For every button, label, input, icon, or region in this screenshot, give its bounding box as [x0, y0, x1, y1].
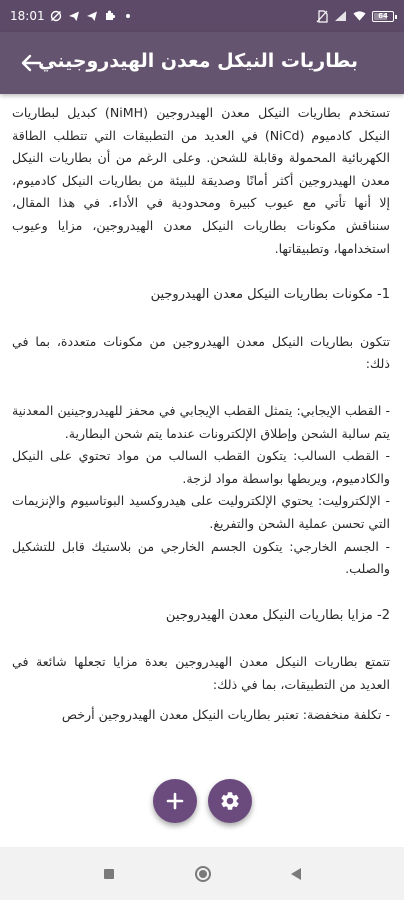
- data-saver-icon: [50, 10, 63, 23]
- triangle-back-icon: [290, 867, 302, 881]
- page-title: بطاريات النيكل معدن الهيدروجيني: [38, 50, 358, 72]
- home-button[interactable]: [193, 864, 213, 884]
- list-item-electrolyte: - الإلكتروليت: يحتوي الإلكتروليت على هيدروكسيد البوتاسيوم والإنزيمات التي تحسن عملية الشحن والتفريغ.: [12, 493, 390, 531]
- system-nav-bar: [0, 847, 404, 900]
- puzzle-icon: [104, 10, 117, 23]
- app-bar: [0, 32, 404, 94]
- battery-level: 64: [378, 12, 388, 20]
- add-button[interactable]: [153, 779, 197, 823]
- article-content[interactable]: [0, 94, 404, 847]
- settings-button[interactable]: [208, 779, 252, 823]
- telegram-icon: [68, 10, 81, 23]
- article-intro: تستخدم بطاريات النيكل معدن الهيدروجين (NiMH) كبديل لبطاريات النيكل كادميوم (NiCd) في العديد من التطبيقات التي تتطلب الطاقة الكهربائية المحمولة وقابلة للشحن. وعلى الرغم من أن بطاريات النيكل معدن الهيدروجين أكثر أمانًا وصديقة للبيئة من بطاريات النيكل كادميوم، إلا أنها تأتي مع عيوب كبيرة ومحدودية في الأداء. في هذا المقال، سنناقش مكونات بطاريات النيكل معدن الهيدروجين، مزايا وعيوب استخدامها، وتطبيقاتها.: [12, 105, 390, 256]
- status-left: [10, 9, 135, 23]
- list-item-outer-body: - الجسم الخارجي: يتكون الجسم الخارجي من بلاستيك قابل للتشكيل والصلب.: [12, 538, 390, 577]
- list-item-low-cost: - تكلفة منخفضة: تعتبر بطاريات النيكل معدن الهيدروجين أرخص: [61, 707, 390, 723]
- section-intro-advantages: تتمتع بطاريات النيكل معدن الهيدروجين بعدة مزايا تجعلها شائعة في العديد من التطبيقات، بما في ذلك:: [12, 654, 390, 692]
- wifi-icon: [353, 10, 366, 23]
- recent-apps-button[interactable]: [99, 864, 119, 884]
- signal-icon: [334, 10, 347, 23]
- status-bar: [0, 0, 404, 32]
- status-right: [315, 10, 394, 23]
- telegram-icon-2: [86, 10, 99, 23]
- plus-icon: [165, 791, 185, 811]
- circle-icon: [194, 865, 212, 883]
- section-heading-advantages: 2- مزايا بطاريات النيكل معدن الهيدروجين: [165, 607, 390, 623]
- system-back-button[interactable]: [286, 864, 306, 884]
- no-sim-icon: [315, 10, 328, 23]
- section-heading-components: 1- مكونات بطاريات النيكل معدن الهيدروجين: [150, 287, 390, 303]
- status-time: 18:01: [10, 9, 45, 23]
- list-item-negative-electrode: - القطب السالب: يتكون القطب السالب من مواد تحتوي على النيكل والكادميوم، ويربطها بواسطة مواد لزجة.: [12, 448, 390, 486]
- list-item-positive-electrode: - القطب الإيجابي: يتمثل القطب الإيجابي في محفز للهيدروجينين المعدنية يتم سالبة الشحن وإطلاق الإلكترونات عندما يتم شحن البطارية.: [12, 402, 390, 441]
- battery-icon: [372, 11, 394, 22]
- dot-icon: [122, 10, 135, 23]
- section-intro-components: تتكون بطاريات النيكل معدن الهيدروجين من مكونات متعددة، بما في ذلك:: [12, 333, 390, 372]
- square-icon: [103, 868, 115, 880]
- gear-icon: [219, 790, 241, 812]
- notification-icons: [50, 10, 135, 23]
